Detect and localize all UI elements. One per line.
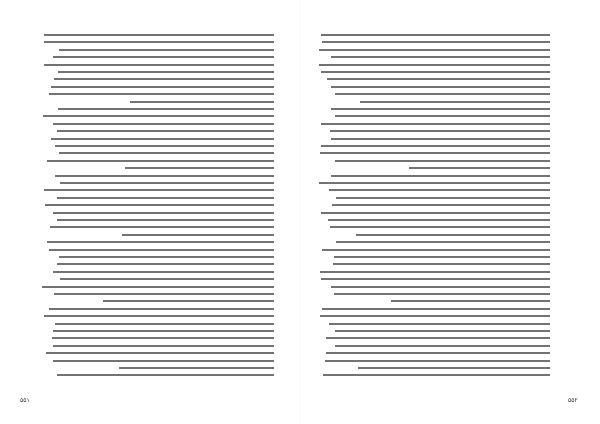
- text-line: [42, 286, 274, 288]
- text-line: [55, 145, 274, 147]
- text-line: [360, 101, 550, 103]
- text-line: [329, 189, 550, 191]
- text-line: [49, 308, 274, 310]
- text-line: [323, 374, 550, 376]
- left-page-number: ۵۵۱: [20, 397, 30, 404]
- text-line: [130, 101, 274, 103]
- text-line: [335, 330, 550, 332]
- text-line: [409, 167, 550, 169]
- text-line: [44, 34, 274, 36]
- text-line: [331, 138, 550, 140]
- text-line: [321, 34, 550, 36]
- text-line: [122, 234, 274, 236]
- text-line: [358, 367, 550, 369]
- text-line: [60, 278, 274, 280]
- text-line: [321, 212, 550, 214]
- text-line: [53, 271, 274, 273]
- text-line: [55, 323, 274, 325]
- text-line: [44, 189, 274, 191]
- text-line: [327, 78, 550, 80]
- text-line: [325, 360, 550, 362]
- text-line: [319, 49, 550, 51]
- text-line: [331, 175, 550, 177]
- text-line: [334, 293, 550, 295]
- text-line: [322, 249, 550, 251]
- text-line: [321, 145, 550, 147]
- text-line: [51, 86, 274, 88]
- text-line: [54, 78, 274, 80]
- text-line: [53, 330, 274, 332]
- text-line: [334, 256, 550, 258]
- text-line: [54, 293, 274, 295]
- text-line: [47, 241, 274, 243]
- text-line: [53, 56, 274, 58]
- text-line: [43, 115, 274, 117]
- text-line: [125, 167, 274, 169]
- text-line: [47, 160, 274, 162]
- text-line: [319, 64, 550, 66]
- text-line: [46, 352, 274, 354]
- text-line: [335, 160, 550, 162]
- text-line: [58, 71, 274, 73]
- text-line: [60, 182, 274, 184]
- text-line: [57, 374, 274, 376]
- text-line: [335, 93, 550, 95]
- text-line: [59, 152, 274, 154]
- text-line: [45, 204, 274, 206]
- text-line: [52, 337, 274, 339]
- text-line: [320, 152, 550, 154]
- text-line: [331, 108, 550, 110]
- text-line: [53, 360, 274, 362]
- text-line: [329, 323, 550, 325]
- text-line: [332, 204, 550, 206]
- text-line: [57, 219, 274, 221]
- right-page-number: ۵۵۲: [568, 397, 578, 404]
- text-line: [326, 352, 550, 354]
- text-line: [335, 115, 550, 117]
- text-line: [49, 249, 274, 251]
- text-line: [57, 197, 274, 199]
- text-line: [119, 367, 274, 369]
- text-line: [51, 138, 274, 140]
- text-line: [44, 64, 274, 66]
- text-line: [320, 271, 550, 273]
- text-line: [321, 123, 550, 125]
- text-line: [49, 93, 274, 95]
- text-line: [330, 226, 550, 228]
- text-line: [44, 315, 274, 317]
- text-line: [53, 212, 274, 214]
- text-line: [331, 56, 550, 58]
- text-line: [335, 345, 550, 347]
- text-line: [326, 337, 550, 339]
- text-line: [331, 86, 550, 88]
- text-line: [321, 71, 550, 73]
- text-line: [391, 300, 550, 302]
- text-line: [53, 123, 274, 125]
- text-line: [55, 175, 274, 177]
- text-line: [59, 49, 274, 51]
- text-line: [44, 41, 275, 43]
- text-line: [57, 130, 274, 132]
- text-line: [336, 197, 550, 199]
- text-line: [322, 308, 550, 310]
- text-line: [328, 219, 550, 221]
- text-line: [331, 286, 550, 288]
- text-line: [356, 234, 550, 236]
- text-line: [57, 263, 274, 265]
- text-line: [330, 130, 550, 132]
- text-line: [336, 241, 550, 243]
- right-page-text-block: [318, 34, 550, 384]
- text-line: [103, 300, 275, 302]
- text-line: [322, 41, 550, 43]
- right-page: [300, 0, 600, 424]
- text-line: [321, 278, 550, 280]
- text-line: [58, 108, 274, 110]
- text-line: [53, 345, 274, 347]
- left-page-text-block: [42, 34, 274, 384]
- text-line: [59, 256, 274, 258]
- text-line: [319, 182, 550, 184]
- text-line: [50, 226, 274, 228]
- text-line: [333, 263, 550, 265]
- text-line: [320, 315, 550, 317]
